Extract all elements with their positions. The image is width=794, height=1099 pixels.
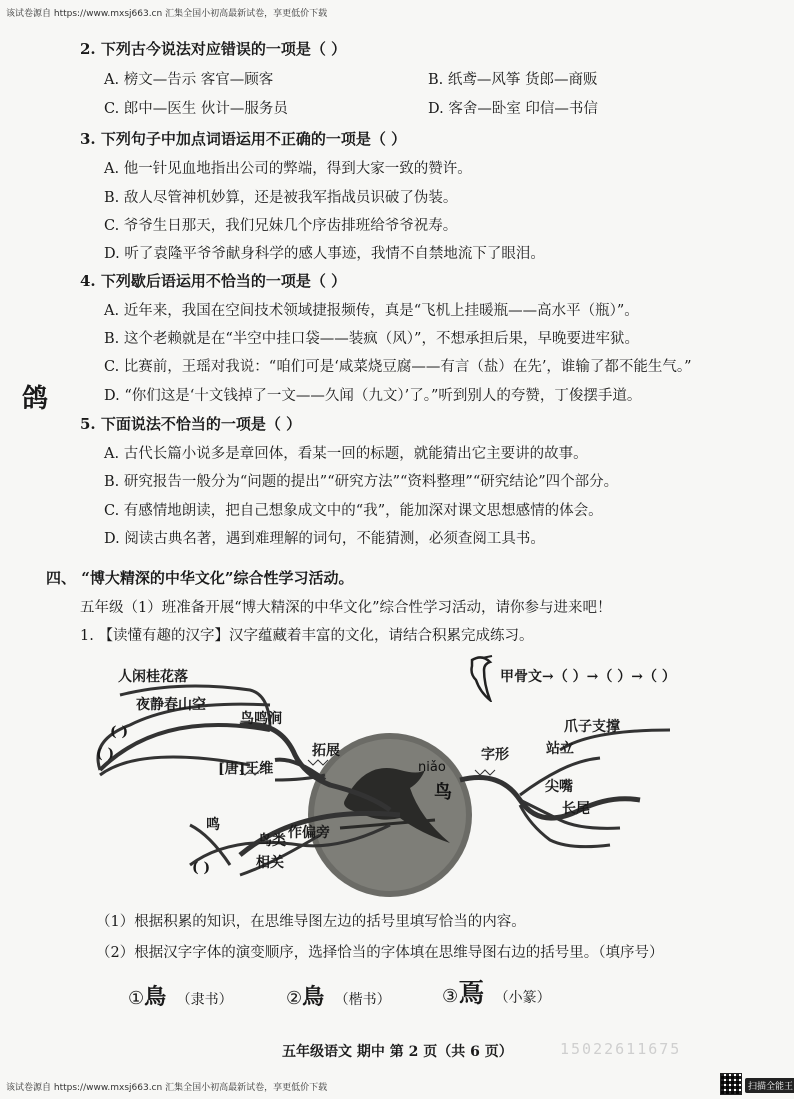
mindmap-related-1: 鸟类	[258, 833, 286, 849]
question-3-stem: 3. 下列句子中加点词语运用不正确的一项是（ ）	[80, 130, 407, 148]
faint-number: 15022611675	[560, 1040, 682, 1058]
mindmap-poem-title: 鸟鸣涧	[240, 711, 282, 727]
font-choice-2	[286, 980, 391, 1011]
q3-option-b: B. 敌人尽管神机妙算，还是被我军指战员识破了伪装。	[104, 190, 458, 206]
mindmap-center-char: 鸟	[434, 782, 452, 803]
q4-option-d: D. “你们这是‘十文钱掉了一文——久闻（九文）’了。”听到别人的夸赞，丁俊摆手道。	[104, 388, 642, 404]
mindmap-feature-claws: 爪子支撑	[564, 719, 620, 735]
q2-option-d: D. 客舍—卧室 印信—书信	[428, 101, 598, 117]
q4-option-b: B. 这个老赖就是在“半空中挂口袋——装疯（风）”，不想承担后果，早晚要进牢狱。	[104, 331, 639, 347]
sub-question-1: （1）根据积累的知识，在思维导图左边的括号里填写恰当的内容。	[96, 914, 526, 930]
q3-option-c: C. 爷爷生日那天，我们兄妹几个序齿排班给爷爷祝寿。	[104, 218, 458, 234]
mindmap-diagram	[90, 650, 740, 900]
mindmap-poem-line-1: 人闲桂花落	[118, 669, 188, 685]
mindmap-expand-label: 拓展	[312, 743, 340, 759]
mindmap-blank-1: ( )	[110, 724, 129, 740]
choice-number: ①	[128, 988, 145, 1009]
mindmap-blank-3: ( )	[192, 860, 211, 876]
qr-code-icon	[720, 1073, 742, 1095]
mindmap-shape-label: 字形	[481, 747, 509, 763]
font-choice-3	[442, 976, 551, 1009]
font-choice-1	[128, 980, 233, 1011]
q4-option-a: A. 近年来，我国在空间技术领域捷报频传，真是“飞机上挂暖瓶——高水平（瓶）”。	[104, 303, 639, 319]
q5-option-b: B. 研究报告一般分为“问题的提出”“研究方法”“资料整理”“研究结论”四个部分。	[104, 474, 619, 490]
mindmap-related-2: 相关	[256, 855, 284, 871]
watermark-top: 该试卷源自 https://www.mxsj663.cn 汇集全国小初高最新试卷，享更低价下载	[6, 9, 328, 19]
choice-label: （小篆）	[494, 990, 551, 1006]
q2-option-a: A. 榜文—告示 客官—顾客	[104, 72, 274, 88]
question-5-stem: 5. 下面说法不恰当的一项是（ ）	[80, 415, 302, 433]
choice-number: ③	[442, 986, 459, 1007]
question-2-stem: 2. 下列古今说法对应错误的一项是（ ）	[80, 40, 347, 58]
evolution-chain: 甲骨文→（ ）→（ ）→（ ）	[500, 669, 676, 685]
choice-glyph-clerical: 鳥	[144, 984, 167, 1010]
mindmap-ming: 鸣	[206, 817, 220, 833]
margin-handwritten-note: 鸽	[22, 384, 49, 414]
q5-option-a: A. 古代长篇小说多是章回体，看某一回的标题，就能猜出它主要讲的故事。	[104, 446, 588, 462]
q3-option-d: D. 听了袁隆平爷爷献身科学的感人事迹，我情不自禁地流下了眼泪。	[104, 246, 545, 262]
choice-label: （楷书）	[334, 992, 391, 1008]
q4-option-c: C. 比赛前，王瑶对我说：“咱们可是‘咸菜烧豆腐——有言（盐）在先’，谁输了都不能生气。”	[104, 359, 692, 375]
mindmap-blank-2: ( )	[96, 746, 115, 762]
mindmap-radical-label: 作偏旁	[288, 825, 330, 841]
section-4-title: 四、 “博大精深的中华文化”综合性学习活动。	[46, 569, 354, 587]
mindmap-author: [唐]王维	[218, 761, 274, 777]
choice-glyph-seal: 𩾏	[458, 979, 485, 1009]
mindmap-feature-stand: 站立	[546, 741, 574, 757]
section-4-intro: 五年级（1）班准备开展“博大精深的中华文化”综合性学习活动，请你参与进来吧！	[80, 600, 612, 616]
q2-option-b: B. 纸鸢—风筝 货郎—商贩	[428, 72, 598, 88]
mindmap-pinyin: niǎo	[418, 760, 446, 775]
q5-option-c: C. 有感情地朗读，把自己想象成文中的“我”，能加深对课文思想感情的体会。	[104, 503, 603, 519]
q5-option-d: D. 阅读古典名著，遇到难理解的词句，不能猜测，必须查阅工具书。	[104, 531, 545, 547]
choice-label: （隶书）	[176, 992, 233, 1008]
oracle-bone-bird-icon	[464, 654, 500, 702]
mindmap-poem-line-2: 夜静春山空	[136, 697, 206, 713]
q2-option-c: C. 郎中—医生 伙计—服务员	[104, 101, 288, 117]
page-footer: 五年级语文 期中 第 2 页（共 6 页）	[282, 1044, 513, 1060]
q3-option-a: A. 他一针见血地指出公司的弊端，得到大家一致的赞许。	[104, 161, 472, 177]
choice-glyph-regular: 鳥	[302, 984, 325, 1010]
watermark-bottom: 该试卷源自 https://www.mxsj663.cn 汇集全国小初高最新试卷，享更低价下载	[6, 1083, 328, 1093]
mindmap-feature-beak: 尖嘴	[545, 779, 573, 795]
sub-question-2: （2）根据汉字字体的演变顺序，选择恰当的字体填在思维导图右边的括号里。（填序号）	[96, 945, 664, 961]
task-1-title: 1. 【读懂有趣的汉字】汉字蕴藏着丰富的文化，请结合积累完成练习。	[80, 628, 534, 644]
scanner-app-badge: 扫描全能王	[745, 1078, 794, 1093]
choice-number: ②	[286, 988, 303, 1009]
question-4-stem: 4. 下列歇后语运用不恰当的一项是（ ）	[80, 272, 347, 290]
mindmap-feature-tail: 长尾	[562, 801, 590, 817]
